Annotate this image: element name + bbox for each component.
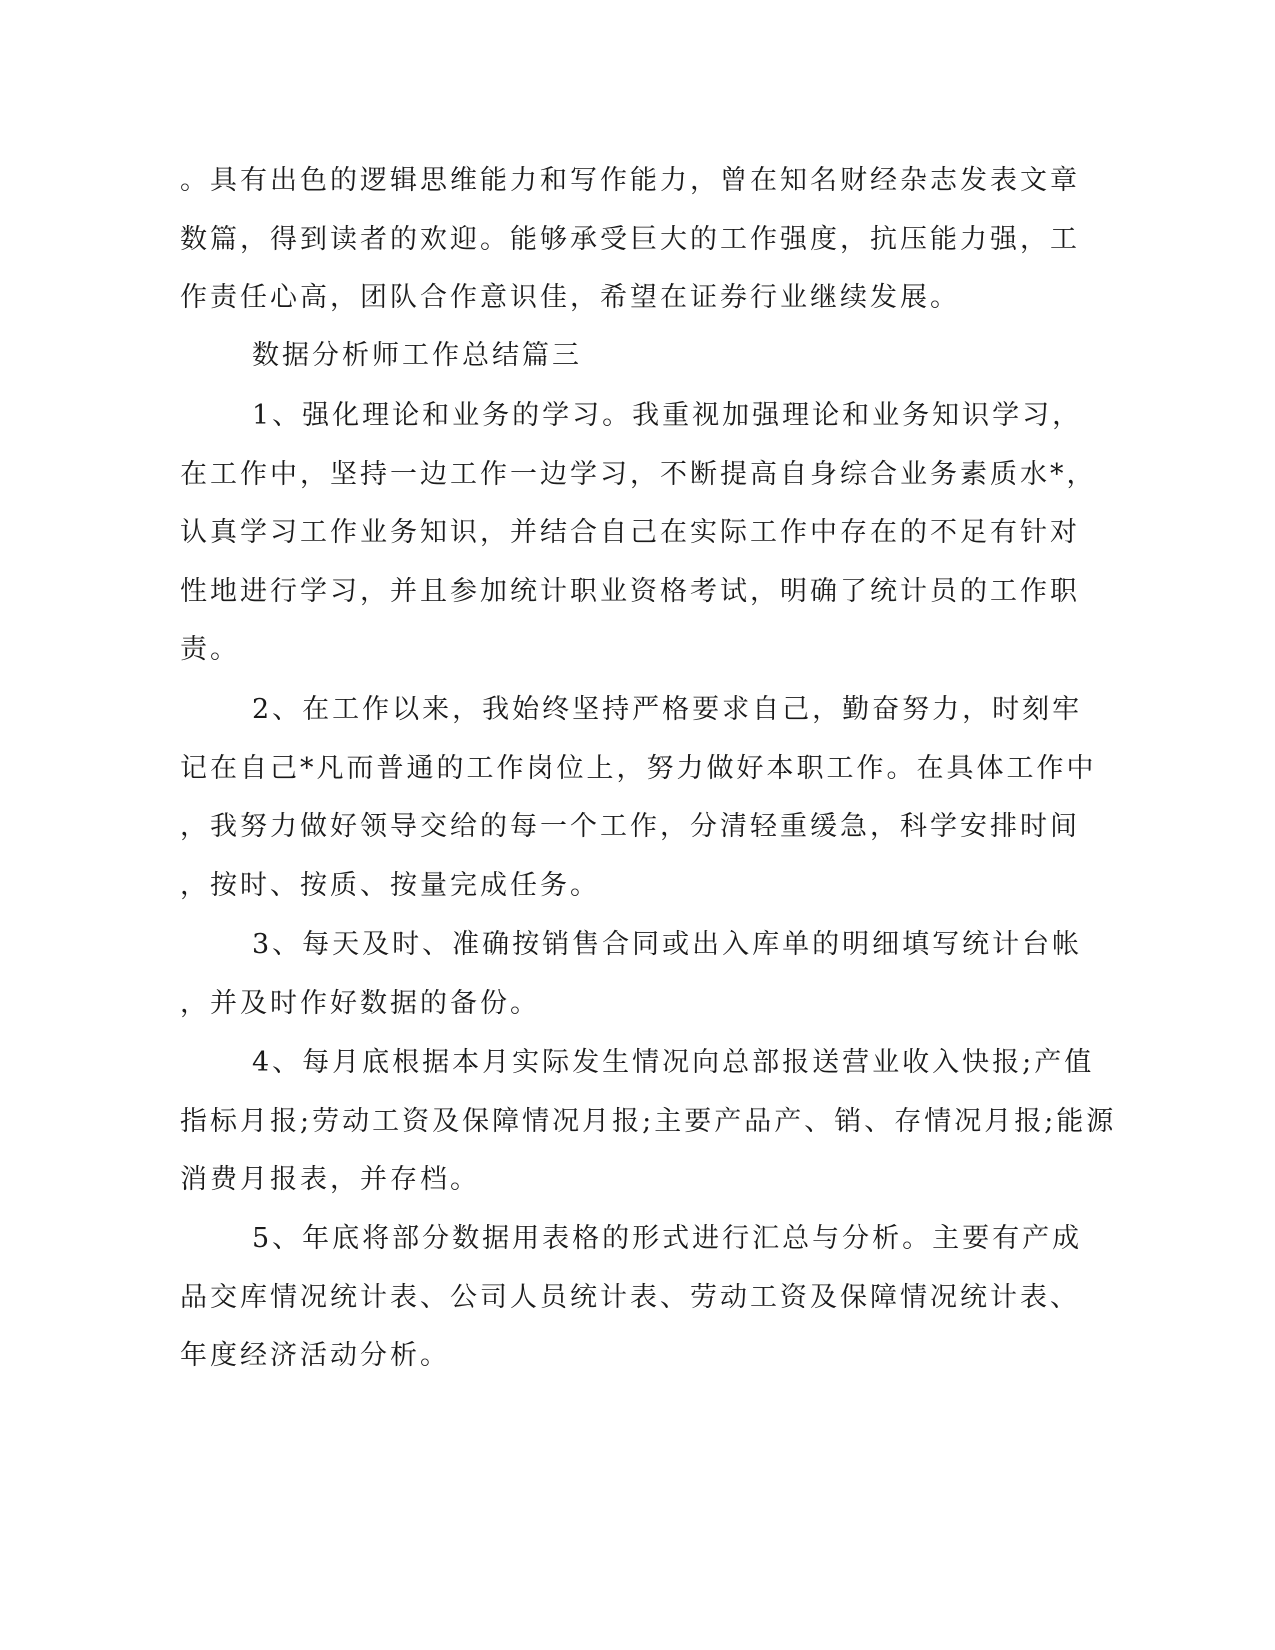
text-line: 4、每月底根据本月实际发生情况向总部报送营业收入快报;产值 bbox=[252, 1047, 1095, 1078]
text-line: 消费月报表，并存档。 bbox=[180, 1164, 480, 1195]
text-line: 作责任心高，团队合作意识佳，希望在证券行业继续发展。 bbox=[180, 282, 960, 313]
text-line: 数篇，得到读者的欢迎。能够承受巨大的工作强度，抗压能力强，工 bbox=[180, 223, 1080, 255]
text-line: 指标月报;劳动工资及保障情况月报;主要产品产、销、存情况月报;能源 bbox=[180, 1105, 1117, 1137]
text-line: 记在自己*凡而普通的工作岗位上，努力做好本职工作。在具体工作中 bbox=[180, 752, 1097, 784]
text-line: 。具有出色的逻辑思维能力和写作能力，曾在知名财经杂志发表文章 bbox=[180, 165, 1080, 196]
heading-text: 数据分析师工作总结篇三 bbox=[252, 340, 582, 371]
text-line: 性地进行学习，并且参加统计职业资格考试，明确了统计员的工作职 bbox=[180, 575, 1080, 607]
text-line: 责。 bbox=[180, 634, 240, 665]
text-line: 2、在工作以来，我始终坚持严格要求自己，勤奋努力，时刻牢 bbox=[252, 694, 1083, 725]
paragraph-item-3 bbox=[180, 916, 1083, 1033]
paragraph-item-5 bbox=[180, 1210, 1083, 1386]
section-heading bbox=[180, 327, 1060, 386]
text-line: ，按时、按质、按量完成任务。 bbox=[180, 869, 600, 901]
text-line: 认真学习工作业务知识，并结合自己在实际工作中存在的不足有针对 bbox=[180, 517, 1080, 548]
text-line: 品交库情况统计表、公司人员统计表、劳动工资及保障情况统计表、 bbox=[180, 1281, 1080, 1313]
text-line: 5、年底将部分数据用表格的形式进行汇总与分析。主要有产成 bbox=[252, 1223, 1083, 1254]
text-line: 在工作中，坚持一边工作一边学习，不断提高自身综合业务素质水*， bbox=[180, 458, 1097, 490]
paragraph-continuation bbox=[180, 152, 1080, 328]
text-line: 1、强化理论和业务的学习。我重视加强理论和业务知识学习， bbox=[252, 400, 1083, 431]
paragraph-item-2 bbox=[180, 681, 1097, 915]
text-line: 3、每天及时、准确按销售合同或出入库单的明细填写统计台帐 bbox=[252, 929, 1083, 960]
text-line: ，并及时作好数据的备份。 bbox=[180, 987, 540, 1019]
text-line: 年度经济活动分析。 bbox=[180, 1340, 450, 1371]
paragraph-item-4 bbox=[180, 1034, 1117, 1210]
text-line: ，我努力做好领导交给的每一个工作，分清轻重缓急，科学安排时间 bbox=[180, 811, 1080, 842]
paragraph-item-1 bbox=[180, 387, 1097, 680]
